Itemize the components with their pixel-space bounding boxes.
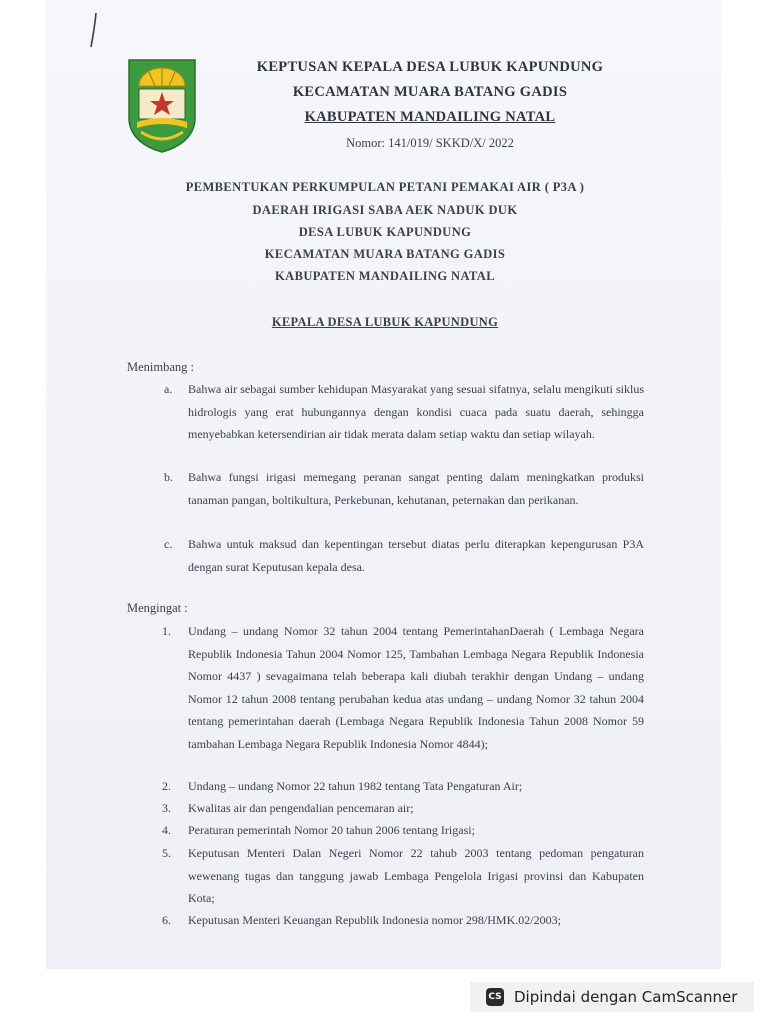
mengingat-marker-3: 3. <box>162 801 171 815</box>
regency-emblem-icon <box>125 56 199 154</box>
menimbang-marker-c: c. <box>164 537 173 551</box>
camscanner-watermark <box>470 982 754 1012</box>
camscanner-label: Dipindai dengan CamScanner <box>514 988 738 1006</box>
camscanner-logo-icon: CS <box>486 988 504 1006</box>
decree-title-line-1: KEPTUSAN KEPALA DESA LUBUK KAPUNDUNG <box>256 59 604 75</box>
mengingat-marker-4: 4. <box>162 823 171 837</box>
pen-stroke-mark <box>90 12 98 48</box>
decree-number: Nomor: 141/019/ SKKD/X/ 2022 <box>346 136 514 150</box>
mengingat-label: Mengingat : <box>127 601 188 615</box>
decree-title-line-3: KABUPATEN MANDAILING NATAL <box>304 109 556 125</box>
menimbang-item-b: Bahwa fungsi irigasi memegang peranan sangat penting dalam meningkatkan produksi tanaman pangan, boltikultura, Perkebunan, kehutanan, peternakan dan perikanan. <box>188 470 644 507</box>
mengingat-item-5: Keputusan Menteri Dalan Negeri Nomor 22 tahub 2003 tentang pedoman pengaturan wewenang tugas dan tanggung jawab Lembaga Pengelola Irigasi provinsi dan Kabupaten Kota; <box>188 846 644 905</box>
subject-line-4: KECAMATAN MUARA BATANG GADIS <box>264 247 506 261</box>
menimbang-item-a: Bahwa air sebagai sumber kehidupan Masyarakat yang sesuai sifatnya, selalu mengikuti siklus hidrologis yang erat hubungannya dengan kondisi cuaca pada suatu daerah, sehingga menyebabkan ketersendirian air tidak merata dalam setiap waktu dan setiap wilayah. <box>188 382 644 441</box>
issuer-heading: KEPALA DESA LUBUK KAPUNDUNG <box>271 315 499 329</box>
mengingat-item-4: Peraturan pemerintah Nomor 20 tahun 2006 tentang Irigasi; <box>188 823 475 837</box>
mengingat-item-2: Undang – undang Nomor 22 tahun 1982 tentang Tata Pengaturan Air; <box>188 779 523 793</box>
menimbang-marker-a: a. <box>164 382 173 396</box>
mengingat-marker-2: 2. <box>162 779 171 793</box>
menimbang-item-c: Bahwa untuk maksud dan kepentingan tersebut diatas perlu diterapkan kepengurusan P3A dengan surat Keputusan kepala desa. <box>188 537 644 574</box>
mengingat-marker-1: 1. <box>162 624 171 638</box>
menimbang-label: Menimbang : <box>127 360 195 374</box>
subject-line-2: DAERAH IRIGASI SABA AEK NADUK DUK <box>252 203 518 217</box>
subject-line-1: PEMBENTUKAN PERKUMPULAN PETANI PEMAKAI AIR ( P3A ) <box>185 180 585 194</box>
mengingat-item-1: Undang – undang Nomor 32 tahun 2004 tentang PemerintahanDaerah ( Lembaga Negara Republik Indonesia Tahun 2004 Nomor 125, Tambahan Lembaga Negara Republik Indonesia Nomor 4437 ) sevagaimana telah beberapa kali diubah terakhir dengan Undang – undang Nomor 12 tahun 2008 tentang perubahan kedua atas undang – undang Nomor 32 tahun 2004 tentang pemerintahan daerah (Lembaga Negara Republik Indonesia Tahun 2008 Nomor 59 tambahan Lembaga Negara Republik Indonesia Nomor 4844); <box>188 624 644 751</box>
mengingat-item-3: Kwalitas air dan pengendalian pencemaran air; <box>188 801 414 815</box>
mengingat-marker-5: 5. <box>162 846 171 860</box>
decree-title-line-2: KECAMATAN MUARA BATANG GADIS <box>292 84 568 100</box>
subject-line-3: DESA LUBUK KAPUNDUNG <box>298 225 472 239</box>
subject-line-5: KABUPATEN MANDAILING NATAL <box>275 269 495 283</box>
mengingat-marker-6: 6. <box>162 913 171 927</box>
menimbang-marker-b: b. <box>164 470 173 484</box>
mengingat-item-6: Keputusan Menteri Keuangan Republik Indonesia nomor 298/HMK.02/2003; <box>188 913 561 927</box>
